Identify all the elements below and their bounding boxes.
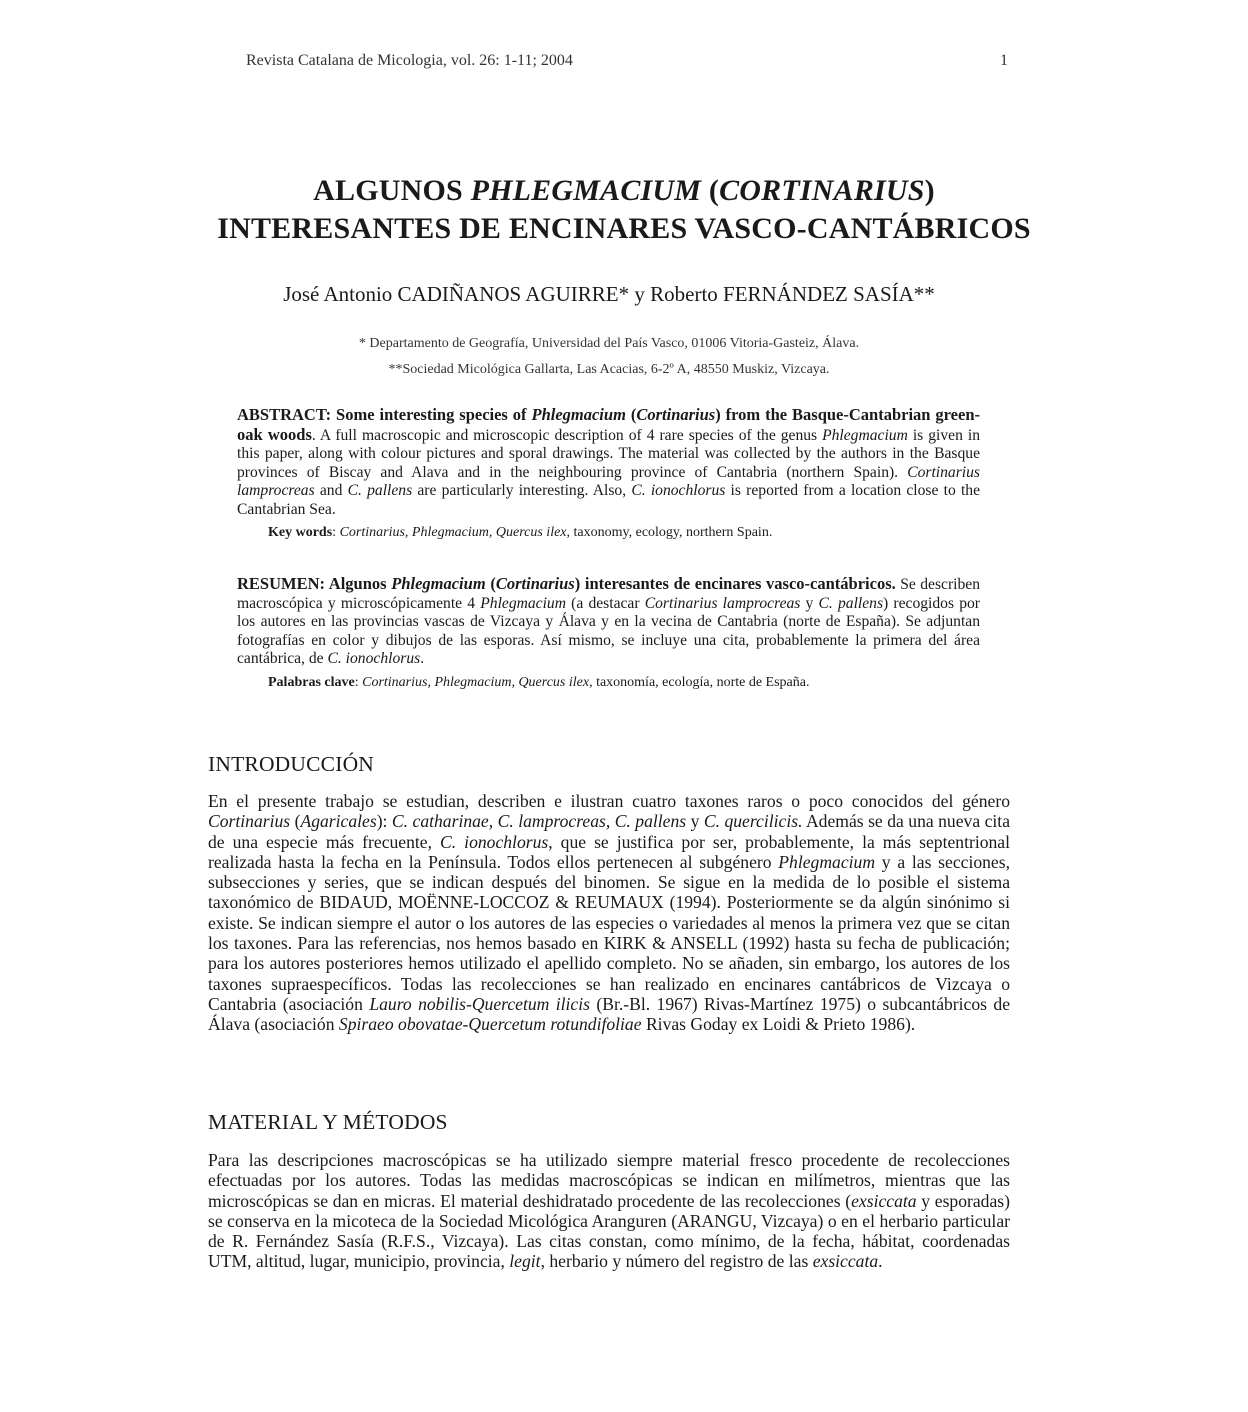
abstract-taxon: C. ionochlorus [327, 650, 421, 668]
title-genus: PHLEGMACIUM [470, 174, 702, 207]
affiliation-1: * Departamento de Geografía, Universidad del País Vasco, 01006 Vitoria-Gasteiz, Álava. [358, 336, 860, 351]
abstract-lead: Phlegmacium [531, 405, 626, 424]
body-text: En el presente trabajo se estudian, describen e ilustran cuatro taxones raros o poco conocidos del género [208, 791, 1010, 811]
body-text: Además se da una nueva cita de una especie más frecuente, [208, 811, 1010, 852]
keywords-sep: : [354, 675, 363, 690]
taxon-name: Spiraeo obovatae-Quercetum rotundifoliae [338, 1014, 642, 1035]
keywords-label: Key words [268, 525, 333, 540]
body-text: Para las descripciones macroscópicas se ha utilizado siempre material fresco procedente de recolecciones efectuadas por los autores. Todas las medidas macroscópicas se indican en milímetros, mientras que las microscópicas se dan en micras. El material deshidratado procedente de las recolecciones ( [208, 1150, 1010, 1211]
abstract-taxon: Cortinarius lamprocreas [644, 594, 801, 612]
abstract-lead: ) from the Basque-Cantabrian green-oak woods [237, 405, 981, 444]
section-heading-material-metodos: MATERIAL Y MÉTODOS [208, 1110, 448, 1134]
body-text: Rivas Goday ex Loidi & Prieto 1986). [641, 1014, 916, 1035]
body-text: (Br.-Bl. 1967) Rivas-Martínez 1975) o subcantábricos de Álava (asociación [208, 993, 1011, 1035]
page-number: 1 [1000, 52, 1008, 69]
abstract-spanish [237, 575, 980, 669]
title-genus: CORTINARIUS [719, 174, 925, 207]
abstract-lead: Cortinarius [636, 405, 716, 424]
abstract-taxon: Phlegmacium [480, 594, 566, 612]
abstract-english [237, 406, 980, 520]
keywords-label: Palabras clave [268, 675, 355, 690]
introduction-paragraph [208, 791, 1010, 1035]
body-text: . [878, 1251, 883, 1272]
taxon-name: Phlegmacium [778, 851, 876, 872]
abstract-text: Se describen macroscópica y microscópicamente 4 [237, 576, 980, 612]
abstract-taxon: Cortinarius lamprocreas [237, 463, 980, 500]
abstract-taxon: C. ionochlorus [631, 482, 726, 500]
journal-citation: Revista Catalana de Micologia, vol. 26: 1-11; 2004 [246, 52, 573, 69]
abstract-taxon: C. pallens [818, 594, 884, 612]
keywords-spanish [268, 675, 968, 691]
latin-term: legit [509, 1251, 541, 1272]
abstract-text: is reported from a location close to the Cantabrian Sea. [237, 482, 981, 518]
taxon-name: C. quercilicis. [703, 811, 803, 832]
keywords-terms: , taxonomy, ecology, northern Spain. [566, 525, 773, 540]
methods-paragraph [208, 1150, 1010, 1272]
abstract-lead: RESUMEN: Algunos [237, 574, 392, 593]
title-line-2: INTERESANTES DE ENCINARES VASCO-CANTÁBRICOS [217, 212, 1031, 245]
abstract-lead: Cortinarius [495, 574, 575, 593]
keywords-taxa: Cortinarius, Phlegmacium, Quercus ilex [362, 675, 590, 690]
body-text: ( [290, 811, 301, 832]
paper-title [0, 172, 1248, 248]
latin-term: exsiccata [851, 1190, 917, 1211]
author-list: José Antonio CADIÑANOS AGUIRRE* y Roberto FERNÁNDEZ SASÍA** [283, 282, 935, 306]
affiliation-2: **Sociedad Micológica Gallarta, Las Acacias, 6-2º A, 48550 Muskiz, Vizcaya. [388, 362, 830, 377]
running-head [246, 52, 1008, 70]
title-text: ) [924, 174, 935, 207]
body-text: , herbario y número del registro de las [540, 1251, 813, 1272]
abstract-text: (a destacar [566, 594, 645, 612]
abstract-text: ) recogidos por los autores en las provincias vascas de Vizcaya y Álava y en la vecina de Cantabria (norte de España). Se adjuntan fotografías en color y dibujos de las esporas. Así mismo, se incluye una cita, probablemente la primera del área cantábrica, de [237, 594, 980, 668]
taxon-name: Cortinarius [208, 811, 291, 832]
keywords-terms: , taxonomía, ecología, norte de España. [589, 675, 810, 690]
abstract-text: are particularly interesting. Also, [412, 482, 632, 500]
taxon-name: Lauro nobilis-Quercetum ilicis [369, 993, 590, 1014]
abstract-lead: ( [625, 405, 637, 424]
latin-term: exsiccata [812, 1251, 879, 1272]
taxon-name: C. ionochlorus [440, 831, 549, 852]
abstract-lead: ABSTRACT: Some interesting species of [237, 405, 532, 424]
abstract-text: . [420, 650, 425, 668]
body-text: , que se justifica por ser, probablemente, la más septentrional realizada hasta la fecha en la Península. Todos ellos pertenecen al subgénero [208, 831, 1011, 872]
body-text: y [686, 811, 704, 832]
section-heading-introduccion: INTRODUCCIÓN [208, 752, 375, 776]
abstract-lead: ) interesantes de encinares vasco-cantábricos. [574, 574, 896, 593]
abstract-text: . A full macroscopic and microscopic description of 4 rare species of the genus [311, 426, 823, 444]
keywords-taxa: Cortinarius, Phlegmacium, Quercus ilex [339, 525, 567, 540]
keywords-english [268, 525, 968, 541]
title-text: ( [701, 174, 720, 207]
taxon-name: Agaricales [300, 811, 377, 832]
abstract-taxon: Phlegmacium [822, 426, 908, 444]
abstract-lead: Phlegmacium [391, 574, 486, 593]
abstract-text: and [314, 482, 348, 500]
title-text: ALGUNOS [313, 174, 471, 207]
abstract-text: y [800, 594, 819, 612]
abstract-text: is given in this paper, along with colour pictures and sporal drawings. The material was collected by the authors in the Basque provinces of Biscay and Alava and in the neighbouring province of Cantabria (northern Spain). [237, 426, 980, 481]
abstract-taxon: C. pallens [347, 482, 413, 500]
taxon-name: C. catharinae, C. lamprocreas, C. pallens [391, 811, 687, 832]
abstract-lead: ( [485, 574, 496, 593]
keywords-sep: : [332, 525, 340, 540]
body-text: y a las secciones, subsecciones y series, que se indican después del binomen. Se sigue en la medida de lo posible el sistema taxonómico de BIDAUD, MOËNNE-LOCCOZ & REUMAUX (1994). Posteriormente se da algún sinónimo si existe. Se indican siempre el autor o los autores de las especies o variedades al menos la primera vez que se citan los taxones. Para las referencias, nos hemos basado en KIRK & ANSELL (1992) hasta su fecha de publicación; para los autores posteriores hemos utilizado el apellido completo. No se añaden, sin embargo, los autores de los taxones supraespecíficos. Todas las recolecciones se han realizado en encinares cantábricos de Vizcaya o Cantabria (asociación [208, 851, 1010, 1014]
body-text: ): [376, 811, 392, 832]
body-text: y esporadas) se conserva en la micoteca de la Sociedad Micológica Aranguren (ARANGU, Vizcaya) o en el herbario particular de R. Fernández Sasía (R.F.S., Vizcaya). Las citas constan, como mínimo, de la fecha, hábitat, coordenadas UTM, altitud, lugar, municipio, provincia, [208, 1190, 1010, 1272]
